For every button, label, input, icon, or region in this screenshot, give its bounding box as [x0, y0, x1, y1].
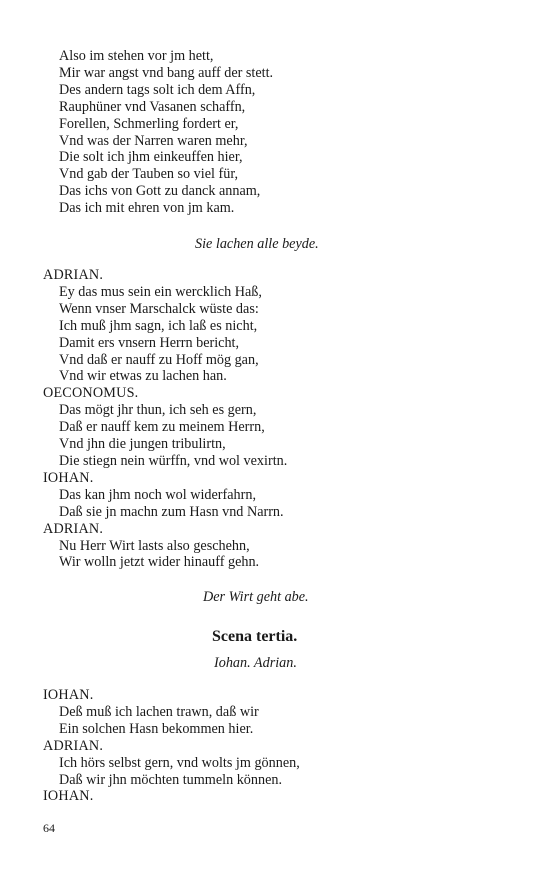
- verse-line: Daß er nauff kem zu meinem Herrn,: [59, 419, 265, 436]
- speaker-name: IOHAN.: [43, 687, 94, 703]
- verse-line: Ich hörs selbst gern, vnd wolts jm gönnen,: [59, 754, 300, 771]
- page-number: 64: [43, 821, 55, 835]
- verse-line: Mir war angst vnd bang auff der stett.: [59, 64, 274, 81]
- speaker-name: OECONOMUS.: [43, 385, 139, 402]
- stage-direction-2: Der Wirt geht abe.: [203, 589, 309, 605]
- stage-direction-1: Sie lachen alle beyde.: [195, 236, 319, 252]
- verse-line: Des andern tags solt ich dem Affn,: [59, 81, 256, 98]
- verse-line: Vnd gab der Tauben so viel für,: [59, 166, 239, 183]
- verse-block-1: [0, 48, 550, 217]
- verse-line: Das kan jhm noch wol widerfahrn,: [59, 486, 256, 503]
- verse-line: Damit ers vnsern Herrn bericht,: [59, 334, 240, 351]
- speaker-name: ADRIAN.: [43, 267, 104, 283]
- speaker-name: ADRIAN.: [43, 737, 104, 754]
- verse-line: Ey das mus sein ein wercklich Haß,: [59, 283, 262, 300]
- verse-line: Wenn vnser Marschalck wüste das:: [59, 300, 259, 317]
- verse-line: Deß muß ich lachen trawn, daß wir: [59, 703, 259, 720]
- verse-line: Daß wir jhn möchten tummeln können.: [59, 771, 283, 788]
- scene-heading: Scena tertia.: [212, 628, 298, 645]
- scene-persons: Iohan. Adrian.: [214, 655, 297, 671]
- verse-line: Nu Herr Wirt lasts also geschehn,: [59, 537, 250, 554]
- speaker-name: IOHAN.: [43, 788, 94, 805]
- dialogue-block-2: [0, 267, 550, 571]
- verse-line: Ich muß jhm sagn, ich laß es nicht,: [59, 317, 258, 334]
- verse-line: Vnd wir etwas zu lachen han.: [59, 368, 227, 385]
- verse-line: Daß sie jn machn zum Hasn vnd Narrn.: [59, 503, 284, 520]
- verse-line: Forellen, Schmerling fordert er,: [59, 115, 239, 132]
- verse-line: Das mögt jhr thun, ich seh es gern,: [59, 402, 257, 419]
- verse-line: Die solt ich jhm einkeuffen hier,: [59, 149, 243, 166]
- dialogue-block-3: [0, 687, 550, 805]
- verse-line: Die stiegn nein würffn, vnd wol vexirtn.: [59, 452, 288, 469]
- speaker-name: IOHAN.: [43, 469, 94, 486]
- verse-line: Rauphüner vnd Vasanen schaffn,: [59, 98, 246, 115]
- verse-line: Ein solchen Hasn bekommen hier.: [59, 720, 254, 737]
- speaker-name: ADRIAN.: [43, 520, 104, 537]
- verse-line: Vnd daß er nauff zu Hoff mög gan,: [59, 351, 259, 368]
- verse-line: Das ich mit ehren von jm kam.: [59, 200, 235, 217]
- verse-line: Das ichs von Gott zu danck annam,: [59, 183, 261, 200]
- verse-line: Also im stehen vor jm hett,: [59, 48, 214, 64]
- verse-line: Wir wolln jetzt wider hinauff gehn.: [59, 554, 260, 571]
- verse-line: Vnd jhn die jungen tribulirtn,: [59, 436, 226, 453]
- verse-line: Vnd was der Narren waren mehr,: [59, 132, 248, 149]
